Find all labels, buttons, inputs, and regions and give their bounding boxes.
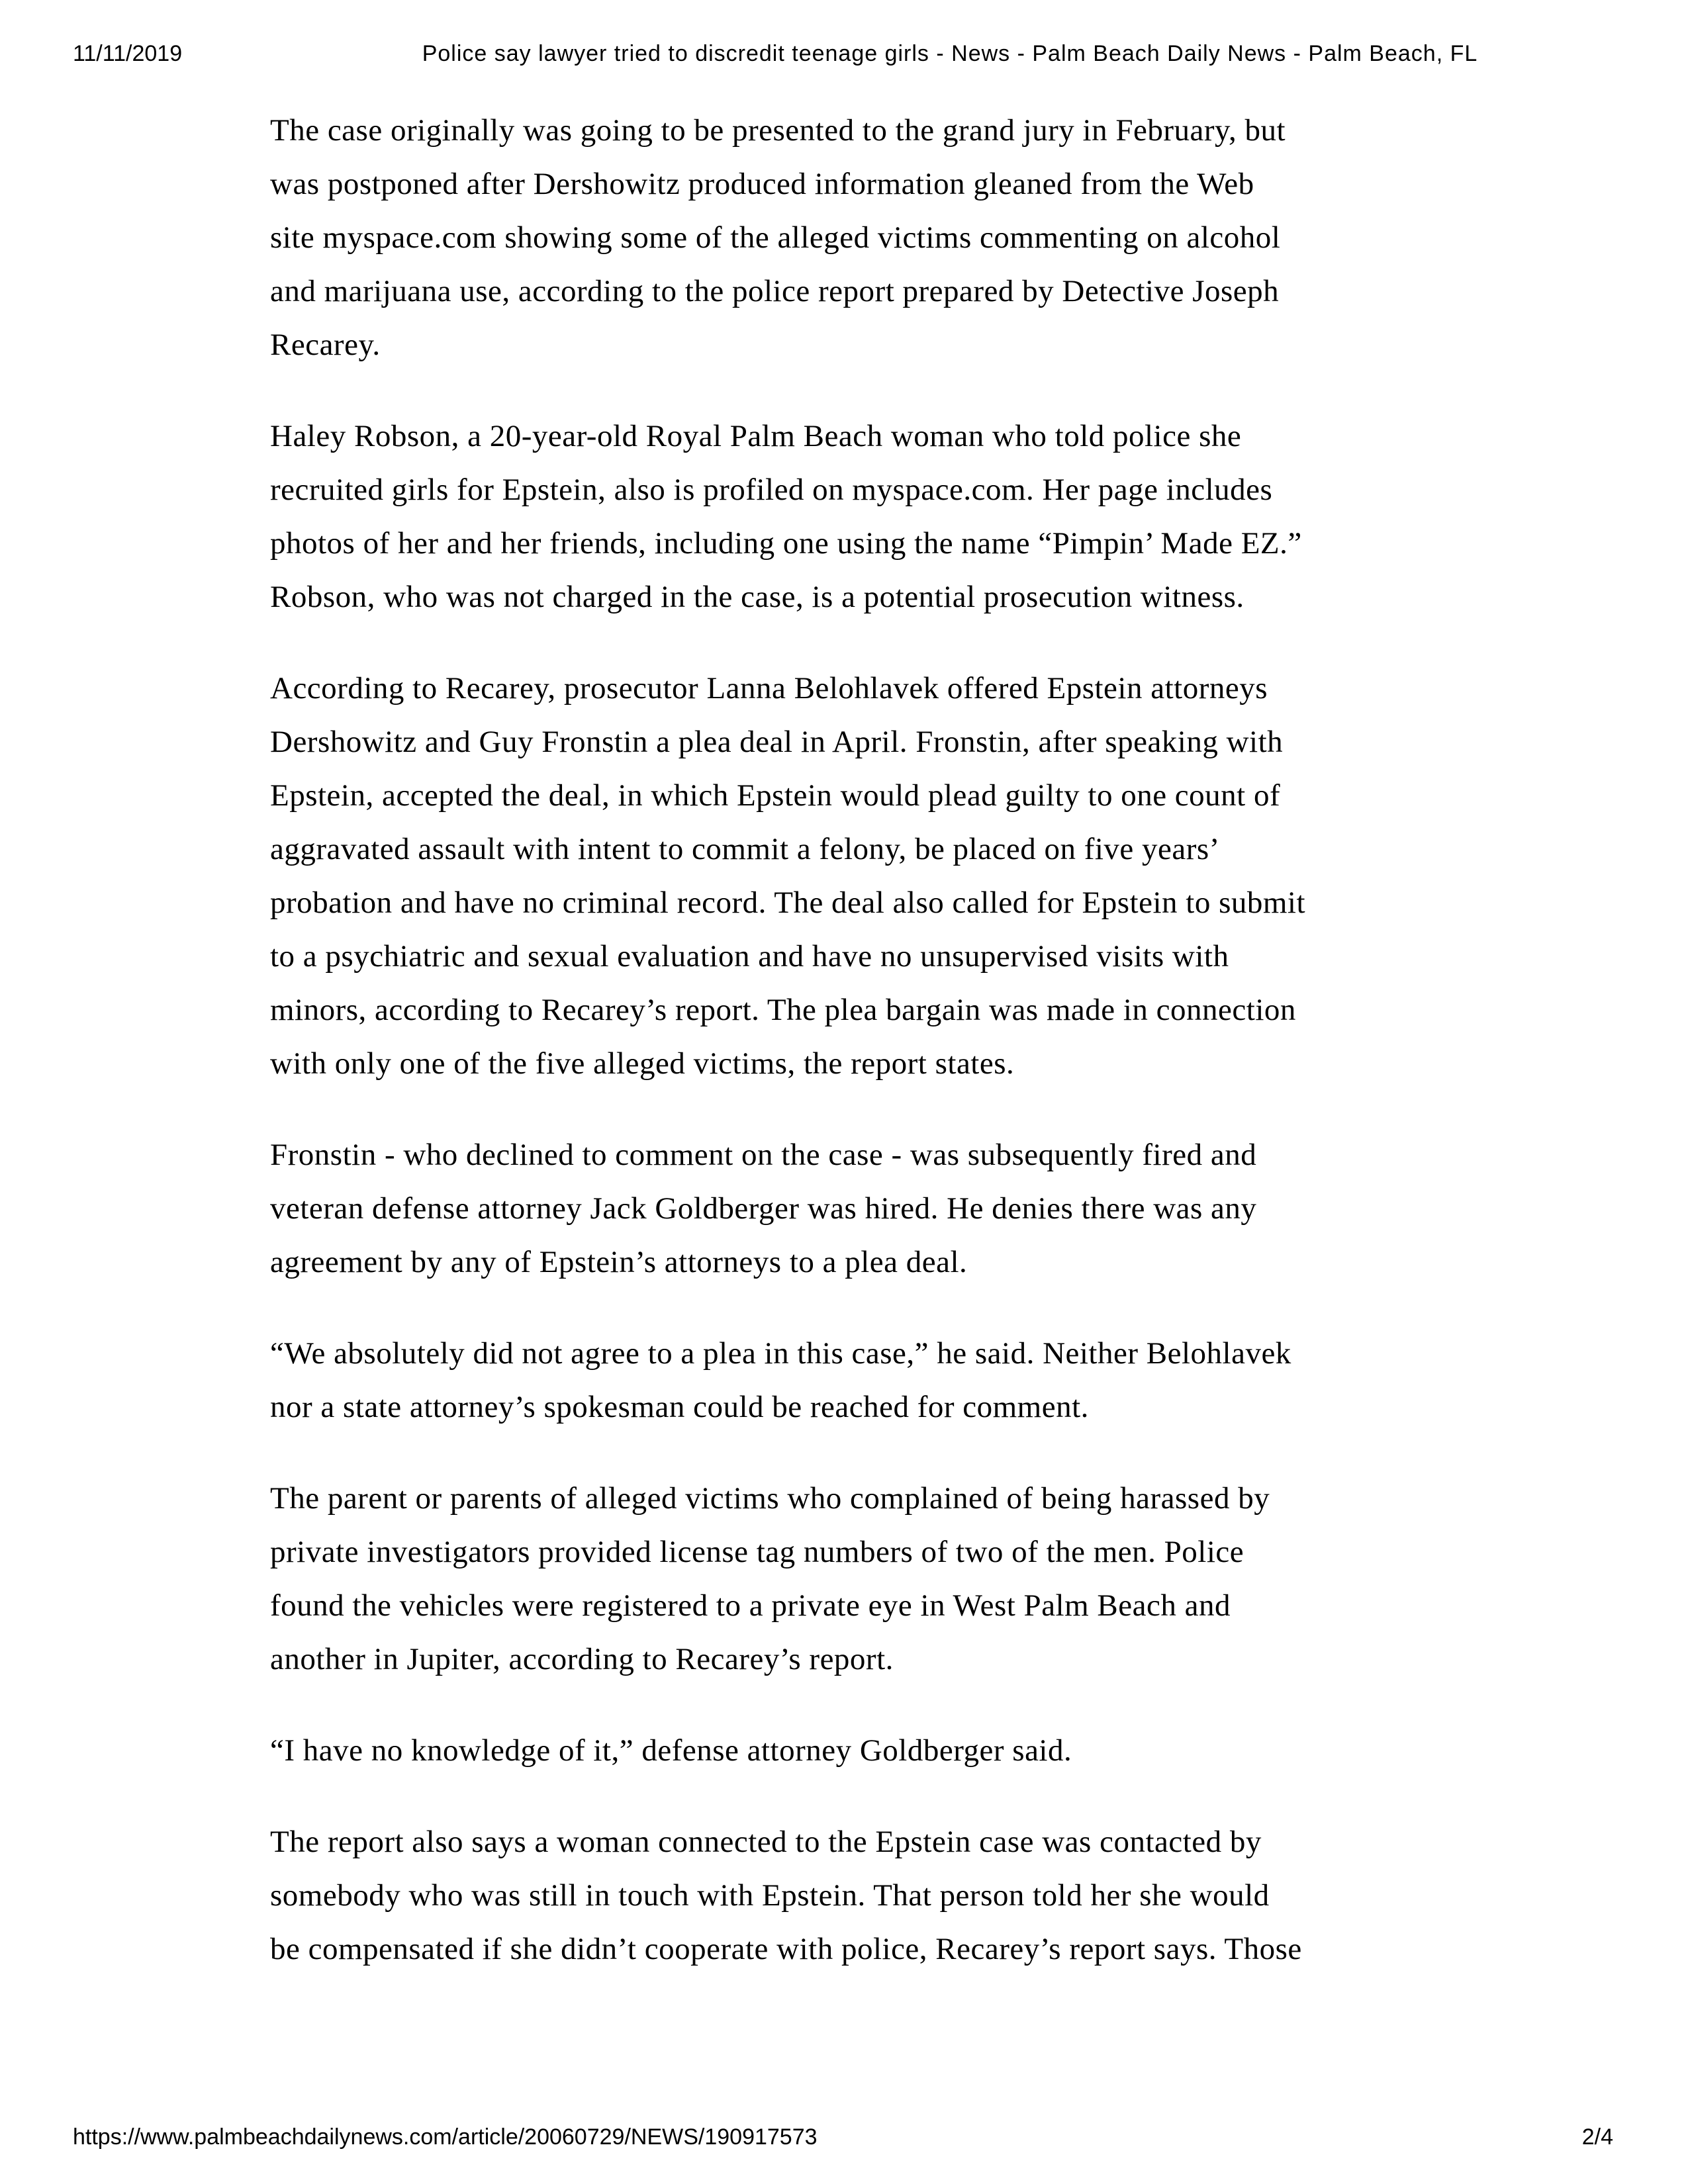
text-line: “We absolutely did not agree to a plea in this case,” he said. Neither Belohlavek [270, 1336, 1291, 1371]
print-footer-url: https://www.palmbeachdailynews.com/article/20060729/NEWS/190917573 [73, 2124, 818, 2150]
paragraph [270, 1327, 1445, 1434]
text-line: to a psychiatric and sexual evaluation and have no unsupervised visits with [270, 939, 1229, 974]
text-line: “I have no knowledge of it,” defense attorney Goldberger said. [270, 1733, 1072, 1768]
text-line: The case originally was going to be presented to the grand jury in February, but [270, 113, 1286, 148]
print-header-date: 11/11/2019 [73, 41, 183, 66]
text-line: agreement by any of Epstein’s attorneys to a plea deal. [270, 1245, 968, 1279]
text-line: site myspace.com showing some of the alleged victims commenting on alcohol [270, 220, 1281, 255]
paragraph [270, 1815, 1445, 1976]
text-line: Recarey. [270, 328, 381, 362]
paragraph [270, 1724, 1445, 1778]
text-line: was postponed after Dershowitz produced information gleaned from the Web [270, 167, 1254, 201]
text-line: minors, according to Recarey’s report. The plea bargain was made in connection [270, 993, 1296, 1027]
text-line: nor a state attorney’s spokesman could be reached for comment. [270, 1390, 1089, 1424]
text-line: According to Recarey, prosecutor Lanna Belohlavek offered Epstein attorneys [270, 671, 1268, 705]
print-footer-page-number: 2/4 [1581, 2124, 1613, 2150]
text-line: photos of her and her friends, including one using the name “Pimpin’ Made EZ.” [270, 526, 1302, 561]
text-line: probation and have no criminal record. The deal also called for Epstein to submit [270, 886, 1306, 920]
paragraph [270, 104, 1445, 372]
text-line: another in Jupiter, according to Recarey’s report. [270, 1642, 894, 1676]
paragraph [270, 1128, 1445, 1289]
text-line: Fronstin - who declined to comment on the case - was subsequently fired and [270, 1138, 1257, 1172]
text-line: be compensated if she didn’t cooperate with police, Recarey’s report says. Those [270, 1932, 1302, 1966]
paragraph [270, 410, 1445, 624]
text-line: found the vehicles were registered to a private eye in West Palm Beach and [270, 1588, 1231, 1623]
text-line: Robson, who was not charged in the case, is a potential prosecution witness. [270, 580, 1244, 614]
text-line: The report also says a woman connected to the Epstein case was contacted by [270, 1825, 1262, 1859]
text-line: with only one of the five alleged victims, the report states. [270, 1046, 1015, 1081]
article-body [270, 104, 1445, 2014]
text-line: Dershowitz and Guy Fronstin a plea deal in April. Fronstin, after speaking with [270, 725, 1284, 759]
text-line: Haley Robson, a 20-year-old Royal Palm Beach woman who told police she [270, 419, 1242, 453]
text-line: The parent or parents of alleged victims who complained of being harassed by [270, 1481, 1270, 1516]
print-header-title: Police say lawyer tried to discredit teenage girls - News - Palm Beach Daily News - Palm Beach, FL [422, 41, 1478, 66]
text-line: somebody who was still in touch with Epstein. That person told her she would [270, 1878, 1270, 1913]
text-line: and marijuana use, according to the police report prepared by Detective Joseph [270, 274, 1280, 308]
text-line: private investigators provided license tag numbers of two of the men. Police [270, 1535, 1244, 1569]
text-line: aggravated assault with intent to commit a felony, be placed on five years’ [270, 832, 1220, 866]
text-line: recruited girls for Epstein, also is profiled on myspace.com. Her page includes [270, 473, 1273, 507]
paragraph [270, 1472, 1445, 1686]
paragraph [270, 662, 1445, 1091]
text-line: veteran defense attorney Jack Goldberger was hired. He denies there was any [270, 1191, 1257, 1226]
text-line: Epstein, accepted the deal, in which Epstein would plead guilty to one count of [270, 778, 1281, 813]
